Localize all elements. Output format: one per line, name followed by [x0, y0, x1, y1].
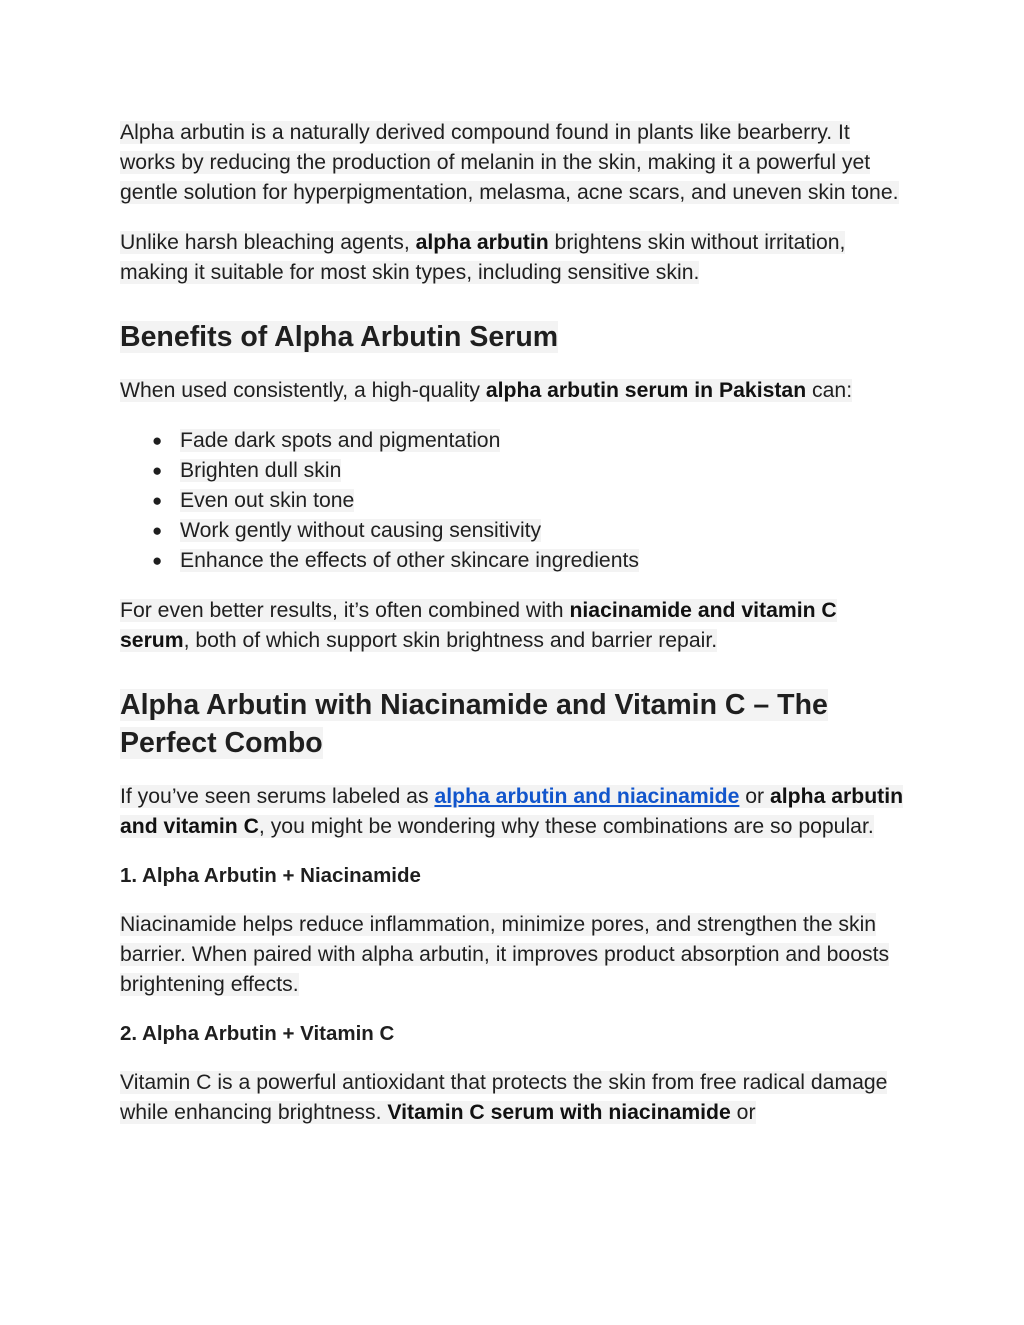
list-item-text: Brighten dull skin	[180, 459, 342, 482]
benefits-lead-text-a: When used consistently, a high-quality	[120, 379, 486, 402]
list-item	[152, 456, 910, 486]
benefits-heading	[120, 318, 910, 356]
bullet-icon: ●	[152, 461, 163, 480]
list-item	[152, 486, 910, 516]
benefits-heading-text: Benefits of Alpha Arbutin Serum	[120, 321, 559, 353]
combo-heading	[120, 686, 910, 762]
intro-paragraph-1-text: Alpha arbutin is a naturally derived compound found in plants like bearberry. It works by reducing the production of melanin in the skin, making it a powerful yet gentle solution for hyperpigmentation, melasma, acne scars, and uneven skin tone.	[120, 121, 899, 204]
intro-paragraph-2-text-a: Unlike harsh bleaching agents,	[120, 231, 416, 254]
benefits-lead	[120, 376, 910, 406]
combo-intro	[120, 782, 910, 842]
list-item-text: Fade dark spots and pigmentation	[180, 429, 501, 452]
intro-paragraph-1	[120, 118, 910, 208]
benefits-closing-bold: niacinamide and vitamin C serum	[120, 599, 837, 652]
niacinamide-paragraph	[120, 910, 910, 1000]
benefits-closing-text-b: , both of which support skin brightness and barrier repair.	[183, 629, 718, 652]
bullet-icon: ●	[152, 491, 163, 510]
benefits-lead-text-b: can:	[806, 379, 853, 402]
sub-heading-vitamin-c-text: 2. Alpha Arbutin + Vitamin C	[120, 1022, 395, 1045]
intro-paragraph-2-bold: alpha arbutin	[415, 231, 549, 254]
combo-intro-text-mid: or	[739, 785, 771, 808]
combo-intro-text-a: If you’ve seen serums labeled as	[120, 785, 435, 808]
list-item-text: Work gently without causing sensitivity	[180, 519, 542, 542]
intro-paragraph-2	[120, 228, 910, 288]
alpha-arbutin-niacinamide-link[interactable]: alpha arbutin and niacinamide	[434, 785, 740, 808]
list-item-text: Even out skin tone	[180, 489, 355, 512]
bullet-icon: ●	[152, 551, 163, 570]
sub-heading-vitamin-c	[120, 1020, 910, 1048]
vitamin-c-paragraph	[120, 1068, 910, 1128]
benefits-closing-text-a: For even better results, it’s often combined with	[120, 599, 570, 622]
bullet-icon: ●	[152, 521, 163, 540]
combo-intro-text-b: , you might be wondering why these combinations are so popular.	[258, 815, 874, 838]
combo-intro-bold: alpha arbutin and vitamin C	[120, 785, 904, 838]
niacinamide-paragraph-text: Niacinamide helps reduce inflammation, minimize pores, and strengthen the skin barrier. When paired with alpha arbutin, it improves product absorption and boosts brightening effects.	[120, 913, 890, 996]
vitamin-c-bold: Vitamin C serum with niacinamide	[387, 1101, 731, 1124]
sub-heading-niacinamide-text: 1. Alpha Arbutin + Niacinamide	[120, 864, 421, 887]
list-item-text: Enhance the effects of other skincare ingredients	[180, 549, 639, 572]
combo-heading-text: Alpha Arbutin with Niacinamide and Vitamin C – The Perfect Combo	[120, 689, 828, 759]
benefits-lead-bold: alpha arbutin serum in Pakistan	[485, 379, 807, 402]
list-item	[152, 516, 910, 546]
vitamin-c-text-b: or	[730, 1101, 756, 1124]
list-item	[152, 426, 910, 456]
vitamin-c-text-a: Vitamin C is a powerful antioxidant that protects the skin from free radical damage while enhancing brightness.	[120, 1071, 888, 1124]
document-page	[120, 118, 910, 1128]
benefits-closing	[120, 596, 910, 656]
list-item	[152, 546, 910, 576]
bullet-icon: ●	[152, 431, 163, 450]
sub-heading-niacinamide	[120, 862, 910, 890]
benefits-list	[120, 426, 910, 576]
intro-paragraph-2-text-b: brightens skin without irritation, making it suitable for most skin types, including sensitive skin.	[120, 231, 846, 284]
